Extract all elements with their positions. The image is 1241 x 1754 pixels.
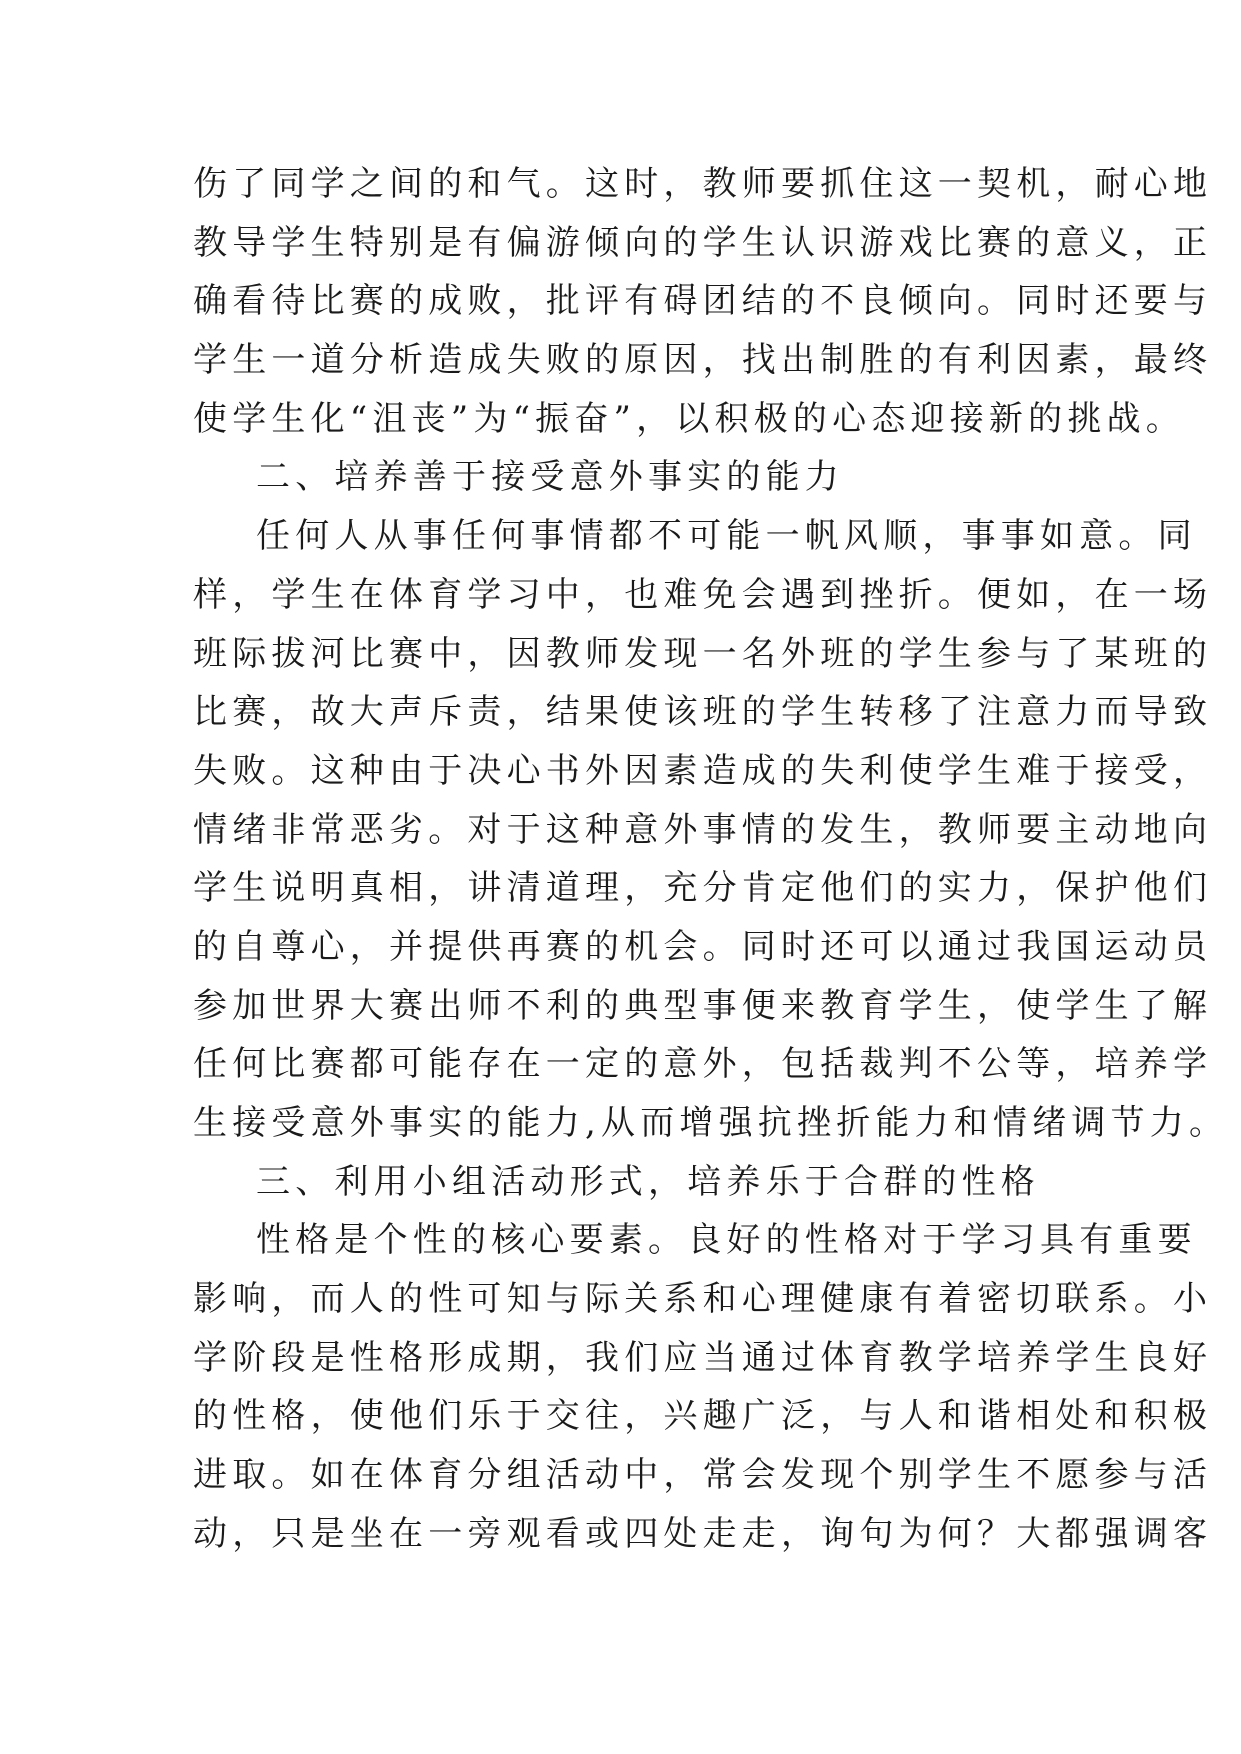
text-line: 生接受意外事实的能力,从而增强抗挫折能力和情绪调节力。 bbox=[193, 1103, 1229, 1143]
text-line: 进取。如在体育分组活动中，常会发现个别学生不愿参与活 bbox=[193, 1455, 1213, 1496]
text-line: 的性格，使他们乐于交往，兴趣广泛，与人和谐相处和积极 bbox=[193, 1396, 1213, 1437]
text-line: 参加世界大赛出师不利的典型事便来教育学生，使学生了解 bbox=[193, 985, 1213, 1026]
text-line: 动，只是坐在一旁观看或四处走走，询句为何？大都强调客 bbox=[193, 1513, 1213, 1554]
text-line: 学生一道分析造成失败的原因，找出制胜的有利因素，最终 bbox=[193, 340, 1213, 381]
text-line: 教导学生特别是有偏游倾向的学生认识游戏比赛的意义，正 bbox=[193, 222, 1213, 263]
text-line: 确看待比赛的成败，批评有碍团结的不良倾向。同时还要与 bbox=[193, 281, 1213, 322]
text-line: 的自尊心，并提供再赛的机会。同时还可以通过我国运动员 bbox=[193, 926, 1213, 967]
text-line: 性格是个性的核心要素。良好的性格对于学习具有重要 bbox=[256, 1220, 1197, 1261]
text-line: 学阶段是性格形成期，我们应当通过体育教学培养学生良好 bbox=[193, 1337, 1213, 1378]
body-text bbox=[193, 155, 1229, 1564]
text-line: 班际拔河比赛中，因教师发现一名外班的学生参与了某班的 bbox=[193, 633, 1213, 674]
section-heading: 三、利用小组活动形式，培养乐于合群的性格 bbox=[256, 1161, 1040, 1202]
text-line: 任何比赛都可能存在一定的意外，包括裁判不公等，培养学 bbox=[193, 1044, 1213, 1085]
text-line: 学生说明真相，讲清道理，充分肯定他们的实力，保护他们 bbox=[193, 868, 1213, 909]
text-line: 失败。这种由于决心书外因素造成的失利使学生难于接受， bbox=[193, 750, 1213, 791]
text-line: 比赛，故大声斥责，结果使该班的学生转移了注意力而导致 bbox=[193, 692, 1213, 733]
text-line: 伤了同学之间的和气。这时，教师要抓住这一契机，耐心地 bbox=[193, 164, 1213, 204]
text-line: 情绪非常恶劣。对于这种意外事情的发生，教师要主动地向 bbox=[193, 809, 1213, 850]
text-line: 使学生化“沮丧”为“振奋”，以积极的心态迎接新的挑战。 bbox=[193, 398, 1185, 439]
section-heading: 二、培养善于接受意外事实的能力 bbox=[256, 457, 844, 498]
text-line: 影响，而人的性可知与际关系和心理健康有着密切联系。小 bbox=[193, 1279, 1213, 1320]
text-line: 样，学生在体育学习中，也难免会遇到挫折。便如，在一场 bbox=[193, 574, 1213, 615]
text-line: 任何人从事任何事情都不可能一帆风顺，事事如意。同 bbox=[256, 516, 1197, 557]
